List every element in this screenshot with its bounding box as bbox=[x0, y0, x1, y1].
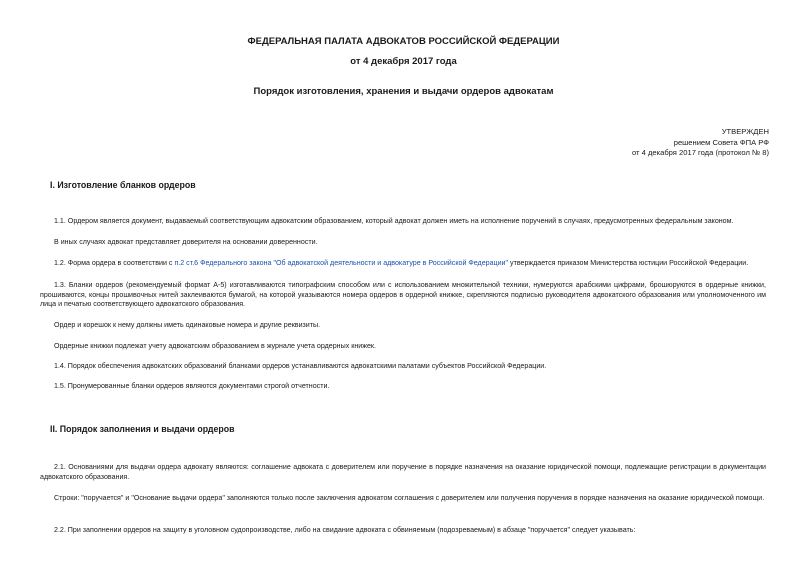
paragraph-1-1-b: В иных случаях адвокат представляет доверителя на основании доверенности. bbox=[54, 238, 318, 246]
paragraph-2-1: 2.1. Основаниями для выдачи ордера адвокату являются: соглашение адвоката с доверителем или поручение в порядке назначения на оказание юридической помощи, подлежащие регистрации в документации адвокатского образования. bbox=[40, 463, 766, 481]
paragraph-1-4: 1.4. Порядок обеспечения адвокатских образований бланками ордеров устанавливаются адвокатскими палатами субъектов Российской Федерации. bbox=[54, 362, 547, 370]
section-2-heading: II. Порядок заполнения и выдачи ордеров bbox=[50, 424, 235, 434]
paragraph-2-2: 2.2. При заполнении ордеров на защиту в уголовном судопроизводстве, либо на свидание адвоката с обвиняемым (подозреваемым) в абзаце "поручается" следует указывать: bbox=[54, 526, 636, 534]
paragraph-1-1: 1.1. Ордером является документ, выдаваемый соответствующим адвокатским образованием, который адвокат должен иметь на исполнение поручений в случаях, предусмотренных федеральным законом. bbox=[54, 217, 734, 225]
approval-block bbox=[632, 127, 769, 159]
paragraph-2-1-b: Строки: "поручается" и "Основание выдачи ордера" заполняются только после заключения адвокатом соглашения с доверителем или получения поручения в порядке назначения на оказание юридической помощи. bbox=[54, 494, 765, 502]
paragraph-1-2-end: утверждается приказом Министерства юстиции Российской Федерации. bbox=[508, 259, 749, 267]
paragraph-1-5: 1.5. Пронумерованные бланки ордеров являются документами строгой отчетности. bbox=[54, 382, 330, 390]
section-1-heading: I. Изготовление бланков ордеров bbox=[50, 180, 196, 190]
organization-title: ФЕДЕРАЛЬНАЯ ПАЛАТА АДВОКАТОВ РОССИЙСКОЙ ФЕДЕРАЦИИ bbox=[247, 36, 560, 47]
paragraph-1-3-b: Ордер и корешок к нему должны иметь одинаковые номера и другие реквизиты. bbox=[54, 321, 321, 329]
document-title: Порядок изготовления, хранения и выдачи ордеров адвокатам bbox=[253, 86, 554, 97]
document-date: от 4 декабря 2017 года bbox=[350, 56, 457, 67]
paragraph-1-3: 1.3. Бланки ордеров (рекомендуемый формат А-5) изготавливаются типографским способом или с использованием множительной техники, нумеруются арабскими цифрами, брошюруются в ордерные книжки, прошиваются, концы прошивочных нитей заклеиваются бумагой, на которой указываются номера ордеров в ордерной книжке, скрепляются подписью руководителя адвокатского образования или уполномоченного им лица и печатью соответствующего адвокатского образования. bbox=[40, 281, 766, 309]
approval-line-decision: решением Совета ФПА РФ bbox=[673, 137, 769, 147]
paragraph-1-2 bbox=[40, 259, 766, 269]
approval-line-approved: УТВЕРЖДЕН bbox=[721, 127, 769, 136]
paragraph-1-2-start: 1.2. Форма ордера в соответствии с bbox=[54, 259, 175, 267]
paragraph-1-3-c: Ордерные книжки подлежат учету адвокатским образованием в журнале учета ордерных книжек. bbox=[54, 342, 376, 350]
approval-line-date: от 4 декабря 2017 года (протокол № 8) bbox=[631, 148, 769, 157]
law-link[interactable]: п.2 ст.6 Федерального закона "Об адвокатской деятельности и адвокатуре в Российской Федерации" bbox=[174, 259, 509, 267]
